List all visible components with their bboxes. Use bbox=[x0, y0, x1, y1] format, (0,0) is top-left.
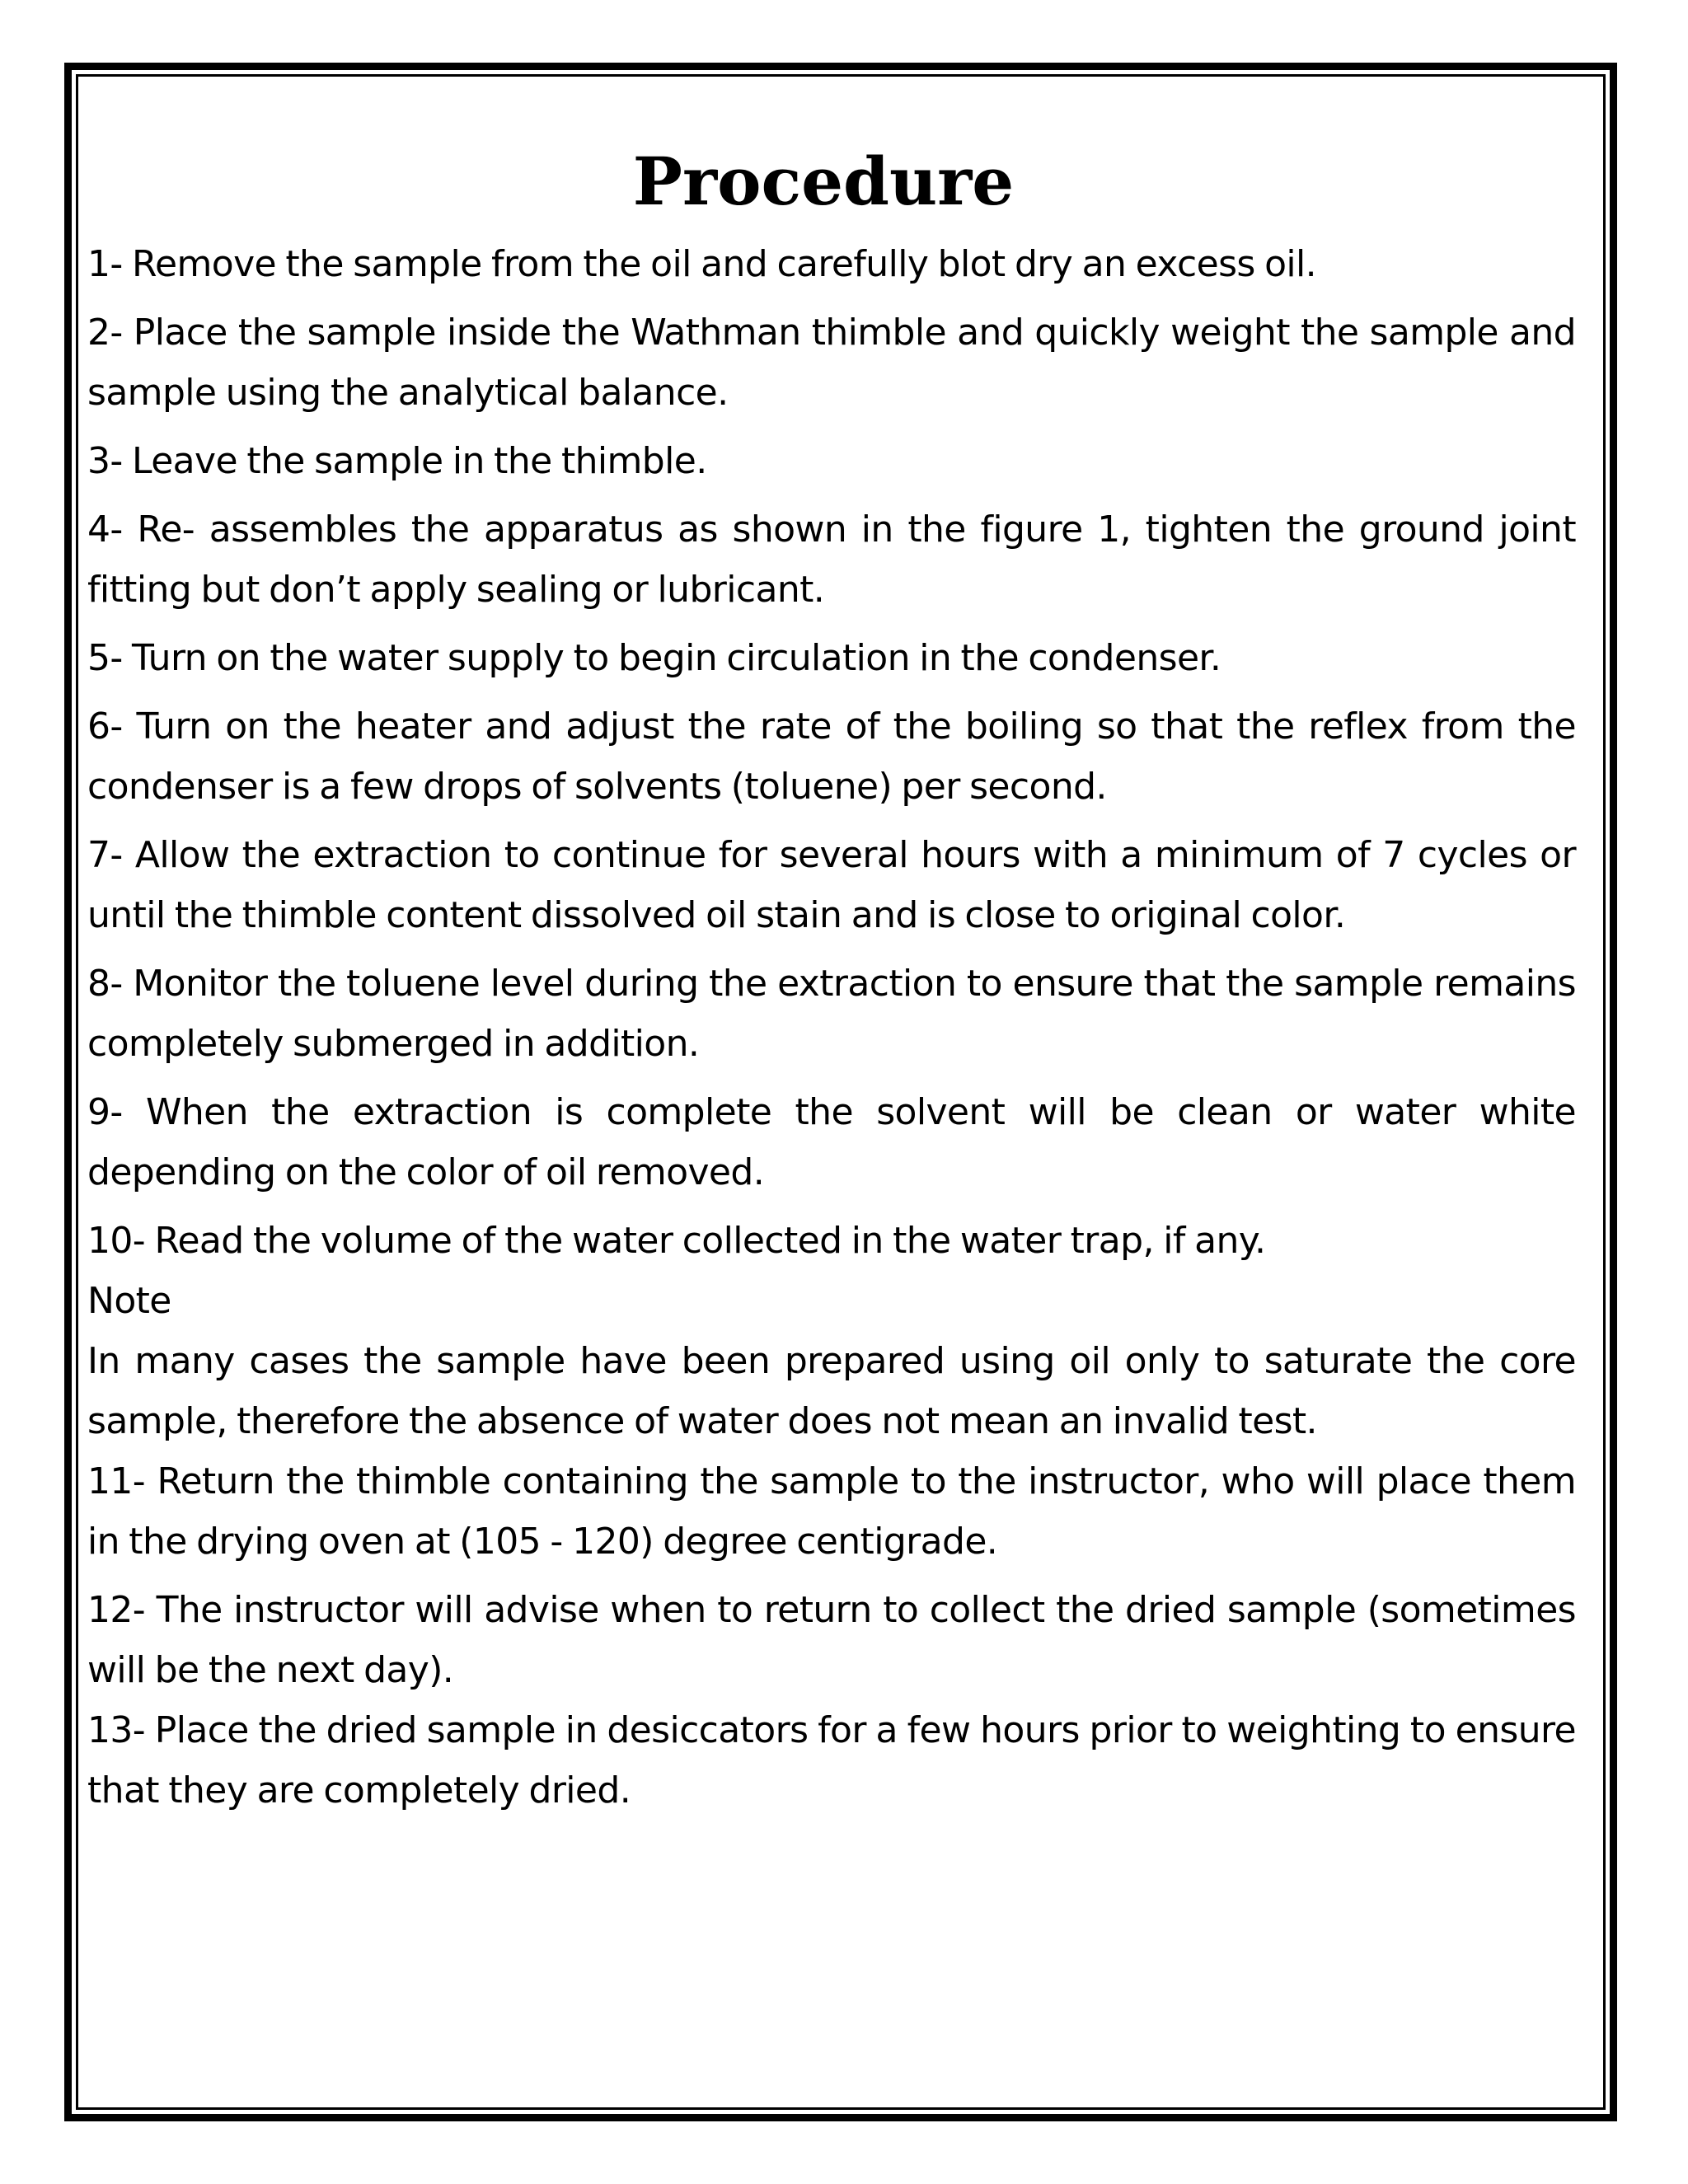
note-heading: Note bbox=[87, 1280, 171, 1322]
note-text: In many cases the sample have been prepared using oil only to saturate the core sample, therefore the absence of water does not mean an invalid test. bbox=[87, 1340, 1576, 1442]
procedure-step-7: 7- Allow the extraction to continue for several hours with a minimum of 7 cycles or until the thimble content dissolved oil stain and is close to original color. bbox=[87, 834, 1576, 936]
procedure-step-10: 10- Read the volume of the water collected in the water trap, if any. bbox=[87, 1220, 1266, 1262]
procedure-step-2: 2- Place the sample inside the Wathman thimble and quickly weight the sample and sample using the analytical balance. bbox=[87, 312, 1576, 414]
page-title: Procedure bbox=[632, 143, 1015, 220]
procedure-step-12: 12- The instructor will advise when to return to collect the dried sample (sometimes will be the next day). bbox=[87, 1589, 1576, 1691]
procedure-step-1: 1- Remove the sample from the oil and carefully blot dry an excess oil. bbox=[87, 243, 1317, 285]
procedure-step-11: 11- Return the thimble containing the sample to the instructor, who will place them in the drying oven at (105 - 120) degree centigrade. bbox=[87, 1460, 1576, 1563]
procedure-step-9: 9- When the extraction is complete the solvent will be clean or water white depending on the color of oil removed. bbox=[87, 1091, 1576, 1193]
procedure-step-3: 3- Leave the sample in the thimble. bbox=[87, 440, 707, 482]
procedure-body bbox=[87, 234, 1576, 1821]
procedure-document bbox=[87, 140, 1576, 1829]
procedure-step-13: 13- Place the dried sample in desiccators for a few hours prior to weighting to ensure that they are completely dried. bbox=[87, 1709, 1576, 1811]
procedure-step-6: 6- Turn on the heater and adjust the rate of the boiling so that the reflex from the condenser is a few drops of solvents (toluene) per second. bbox=[87, 705, 1576, 808]
procedure-step-4: 4- Re- assembles the apparatus as shown in the figure 1, tighten the ground joint fitting but don’t apply sealing or lubricant. bbox=[87, 509, 1576, 611]
procedure-step-5: 5- Turn on the water supply to begin circulation in the condenser. bbox=[87, 637, 1221, 679]
procedure-step-8: 8- Monitor the toluene level during the extraction to ensure that the sample remains completely submerged in addition. bbox=[87, 963, 1576, 1065]
